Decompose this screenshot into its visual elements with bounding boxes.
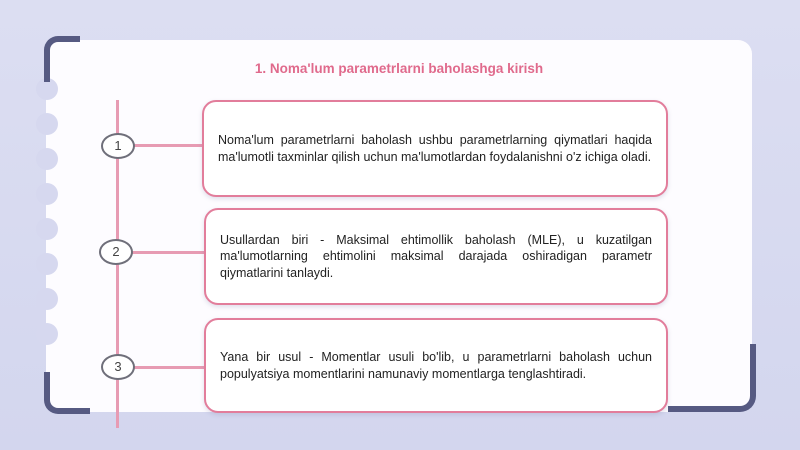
card-notch — [36, 323, 58, 345]
card-notch — [36, 288, 58, 310]
card-notch — [36, 148, 58, 170]
corner-bracket-bottom-left — [44, 372, 90, 414]
step-number-1: 1 — [101, 133, 135, 159]
step-number-2: 2 — [99, 239, 133, 265]
card-notch — [36, 183, 58, 205]
corner-bracket-bottom-right — [668, 344, 756, 412]
slide-title: 1. Noma'lum parametrlarni baholashga kirish — [254, 61, 544, 76]
card-notch — [36, 218, 58, 240]
step-text-1: Noma'lum parametrlarni baholash ushbu parametrlarning qiymatlari haqida ma'lumotli taxminlar qilish uchun ma'lumotlardan foydalanishni o'z ichiga oladi. — [218, 133, 652, 164]
step-number-3: 3 — [101, 354, 135, 380]
card-notch — [36, 253, 58, 275]
card-notch — [36, 113, 58, 135]
step-text-2: Usullardan biri - Maksimal ehtimollik baholash (MLE), u kuzatilgan ma'lumotlarning ehtimolini maksimal darajada oshiradigan parametr qiymatlarini tanlaydi. — [220, 232, 652, 280]
step-box-1 — [202, 100, 668, 197]
step-box-2 — [204, 208, 668, 305]
step-box-3 — [204, 318, 668, 413]
step-text-3: Yana bir usul - Momentlar usuli bo'lib, u parametrlarni baholash uchun populyatsiya momentlarini namunaviy momentlarga tenglashtiradi. — [220, 350, 652, 381]
